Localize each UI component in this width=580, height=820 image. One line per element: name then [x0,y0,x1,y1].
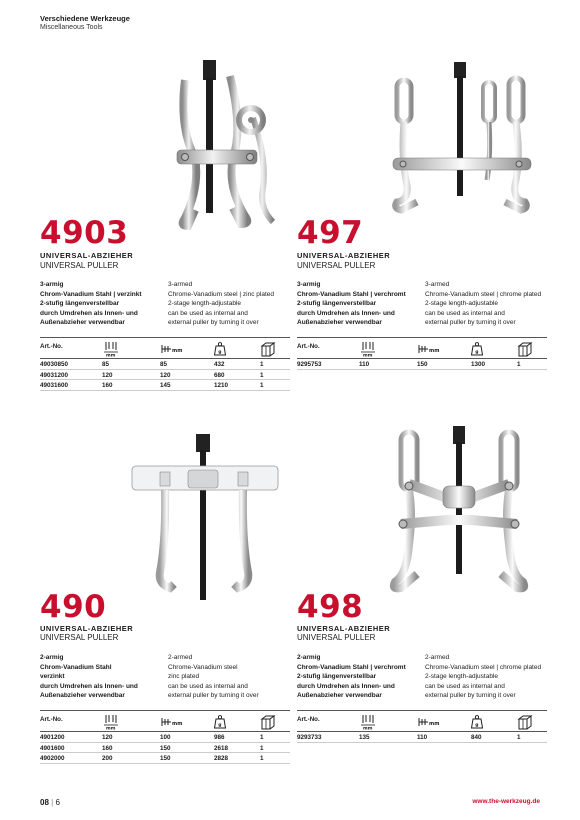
packaging-unit-icon [517,714,533,730]
desc-line: 2-armed [425,654,450,661]
page-sub-number: 6 [55,798,60,807]
weight-cell: 986 [214,734,225,741]
pack-cell: 1 [517,361,521,368]
weight-cell: 432 [214,361,225,368]
article-number-cell: 9295753 [297,361,322,368]
desc-line: Außenabzieher verwendbar [40,692,125,699]
product-number: 498 [297,589,364,625]
product-title-en: UNIVERSAL PULLER [297,261,376,270]
desc-line: Außenabzieher verwendbar [297,692,382,699]
pack-cell: 1 [260,371,264,379]
two-arm-puller-chrome-image [387,424,537,594]
icon-unit-label: mm [429,348,440,354]
weight-icon [214,714,226,730]
icon-unit-label: mm [106,726,116,730]
product-description [40,653,290,701]
product-title-en: UNIVERSAL PULLER [297,633,376,642]
spec-table-header [297,710,547,732]
reach-cell: 100 [160,734,171,741]
description-en [425,653,547,701]
desc-line: 2-stufig längenverstellbar [40,300,120,307]
article-number-header: Art.-No. [297,716,320,723]
article-number-header: Art.-No. [297,343,320,350]
description-de [297,653,425,701]
article-number-cell: 4901200 [40,734,65,741]
pack-cell: 1 [260,755,264,762]
desc-line: can be used as internal and [425,682,505,690]
weight-cell: 1210 [214,382,229,389]
reach-cell: 120 [160,371,171,379]
product-number: 490 [40,589,107,625]
span-cell: 120 [102,371,113,379]
desc-line: can be used as internal and [168,309,248,317]
article-number-cell: 49030850 [40,361,69,368]
desc-line: 3-armed [425,281,450,288]
span-cell: 135 [359,734,370,741]
desc-line: Außenabzieher verwendbar [297,319,382,326]
desc-line: 3-armed [168,281,193,288]
pack-cell: 1 [260,361,264,368]
pack-cell: 1 [517,734,521,741]
pack-cell: 1 [260,744,264,752]
span-cell: 110 [359,361,370,368]
span-width-icon [102,714,120,730]
desc-line: 2-stage length-adjustable [425,673,498,680]
article-number-cell: 4901600 [40,744,65,752]
weight-cell: 840 [471,734,482,741]
description-de [40,653,168,701]
desc-line: external puller by turning it over [168,319,259,326]
svg-text:g: g [475,723,479,728]
product-490 [40,0,290,800]
desc-line: Chrom-Vanadium Stahl [40,663,112,671]
article-number-header: Art.-No. [40,343,63,350]
span-cell: 85 [102,361,110,368]
reach-cell: 85 [160,361,168,368]
span-cell: 200 [102,755,113,762]
page-footer [40,798,60,807]
desc-line: external puller by turning it over [425,692,516,699]
desc-line: external puller by turning it over [425,319,516,326]
desc-line: 2-armed [168,654,193,661]
pack-cell: 1 [260,382,264,389]
weight-cell: 680 [214,371,225,379]
svg-text:g: g [218,723,222,728]
desc-line: 2-stage length-adjustable [425,300,498,307]
article-number-cell: 49031200 [40,371,69,379]
desc-line: 3-armig [40,281,64,288]
section-title-de: Verschiedene Werkzeuge [40,14,130,23]
desc-line: Chrom-Vanadium Stahl | verchromt [297,663,406,671]
desc-line: Außenabzieher verwendbar [40,319,125,326]
page-separator: | [51,798,54,807]
desc-line: can be used as internal and [168,682,248,690]
product-number: 4903 [40,215,129,251]
product-title-en: UNIVERSAL PULLER [40,261,119,270]
desc-line: verzinkt [40,673,65,680]
table-row [297,732,547,743]
desc-line: Chrom-Vanadium Stahl | verchromt [297,290,406,298]
desc-line: Chrome-Vanadium steel | zinc plated [168,290,274,298]
pack-cell: 1 [260,734,264,741]
desc-line: 2-armig [297,654,321,661]
svg-text:g: g [218,350,222,355]
reach-cell: 150 [160,744,171,752]
product-number: 497 [297,215,364,251]
table-row [40,732,290,743]
desc-line: durch Umdrehen als Innen- und [297,309,395,317]
icon-unit-label: mm [172,348,183,354]
packaging-unit-icon [260,714,276,730]
article-number-cell: 49031600 [40,382,69,389]
spec-table [297,710,547,743]
product-title-de: UNIVERSAL-ABZIEHER [297,624,391,633]
description-en [168,653,290,701]
span-cell: 160 [102,744,113,752]
desc-line: 3-armig [297,281,321,288]
icon-unit-label: mm [363,353,373,357]
desc-line: durch Umdrehen als Innen- und [40,682,138,690]
spec-table [40,710,290,764]
table-row [40,743,290,754]
two-arm-puller-image [130,432,280,602]
weight-cell: 1300 [471,361,486,368]
reach-cell: 110 [417,734,428,741]
weight-cell: 2828 [214,755,229,762]
website-link[interactable]: www.the-werkzeug.de [472,798,540,805]
desc-line: can be used as internal and [425,309,505,317]
weight-icon [471,714,483,730]
desc-line: durch Umdrehen als Innen- und [40,309,138,317]
desc-line: 2-stage length-adjustable [168,300,241,307]
reach-cell: 150 [160,755,171,762]
desc-line: Chrome-Vanadium steel [168,663,238,671]
product-title-de: UNIVERSAL-ABZIEHER [40,624,134,633]
desc-line: Chrome-Vanadium steel | chrome plated [425,290,542,298]
span-cell: 120 [102,734,113,741]
section-title-en: Miscellaneous Tools [40,24,103,31]
desc-line: zinc plated [168,673,200,680]
icon-unit-label: mm [172,721,183,727]
desc-line: external puller by turning it over [168,692,259,699]
reach-cell: 150 [417,361,428,368]
icon-unit-label: mm [106,353,116,357]
desc-line: durch Umdrehen als Innen- und [297,682,395,690]
product-description [297,653,547,701]
desc-line: 2-stufig längenverstellbar [297,673,377,680]
article-number-cell: 4902000 [40,755,65,762]
reach-depth-icon [417,714,443,730]
weight-cell: 2618 [214,744,229,752]
product-title-en: UNIVERSAL PULLER [40,633,119,642]
desc-line: Chrome-Vanadium steel | chrome plated [425,663,542,671]
desc-line: 2-armig [40,654,64,661]
span-cell: 160 [102,382,113,389]
article-number-header: Art.-No. [40,716,63,723]
product-498 [297,0,547,800]
spec-table-header [40,710,290,732]
product-title-de: UNIVERSAL-ABZIEHER [40,251,134,260]
desc-line: 2-stufig längenverstellbar [297,300,377,307]
svg-text:g: g [475,350,479,355]
icon-unit-label: mm [429,721,440,727]
product-title-de: UNIVERSAL-ABZIEHER [297,251,391,260]
span-width-icon [359,714,377,730]
reach-cell: 145 [160,382,171,389]
table-row [40,753,290,764]
article-number-cell: 9293733 [297,734,322,741]
page-number: 08 [40,798,49,807]
desc-line: Chrom-Vanadium Stahl | verzinkt [40,290,142,298]
reach-depth-icon [160,714,186,730]
icon-unit-label: mm [363,726,373,730]
